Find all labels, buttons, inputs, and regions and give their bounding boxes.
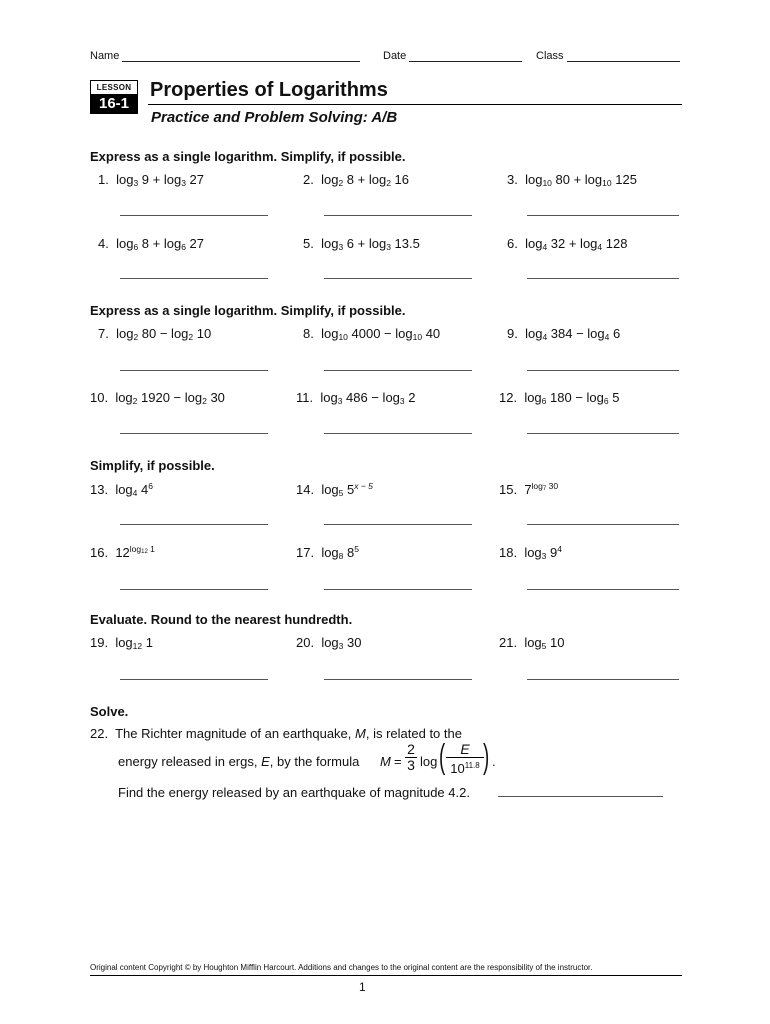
answer-line-3[interactable] (527, 215, 679, 216)
answer-line-17[interactable] (324, 589, 472, 590)
right-paren: ) (483, 738, 490, 776)
problem-16: 16. $12^{log12 1}$ (90, 544, 155, 560)
problem-5: 5. $\log_3 6 + \log_3 13.5$ (303, 236, 420, 252)
answer-line-11[interactable] (324, 433, 472, 434)
problem-1: 1. $\log_3 9 + \log_3 27$ (98, 172, 204, 188)
problem-11: 11. $\log_3 486 - \log_3 2$ (296, 390, 416, 406)
problem-10: 10. $\log_2 1920 - \log_2 30$ (90, 390, 225, 406)
footer-divider (90, 975, 682, 976)
problem-7: 7. $\log_2 80 - \log_2 10$ (98, 326, 212, 342)
page-number: 1 (359, 980, 366, 994)
richter-formula: M = 2 3 log ( E $10^{11.8}$ ) . (380, 738, 496, 776)
name-field[interactable] (90, 50, 360, 62)
answer-line-21[interactable] (527, 679, 679, 680)
name-label: Name (90, 50, 120, 62)
problem-21: 21. $\log_5 10$ (499, 635, 565, 651)
lesson-tag: LESSON (90, 80, 138, 95)
answer-line-14[interactable] (324, 524, 472, 525)
answer-line-4[interactable] (120, 278, 268, 279)
copyright-notice: Original content Copyright © by Houghton Mifflin Harcourt. Additions and changes to the original content are the responsibility of the instructor. (90, 963, 593, 972)
class-blank[interactable] (567, 50, 680, 62)
answer-line-16[interactable] (120, 589, 268, 590)
fraction-two-thirds: 2 3 (405, 742, 417, 773)
answer-line-22[interactable] (498, 796, 663, 797)
page-subtitle: Practice and Problem Solving: A/B (151, 109, 398, 126)
answer-line-12[interactable] (527, 433, 679, 434)
problem-6: 6. $\log_4 32 + \log_4 128$ (507, 236, 628, 252)
answer-line-15[interactable] (527, 524, 679, 525)
problem-17: 17. $\log_8 8^5$ (296, 544, 359, 561)
answer-line-6[interactable] (527, 278, 679, 279)
problem-14: 14. $\log_5 5^{x - 5}$ (296, 481, 373, 498)
page-title: Properties of Logarithms (150, 79, 388, 101)
problem-4: 4. $\log_6 8 + \log_6 27$ (98, 236, 204, 252)
name-blank[interactable] (122, 50, 360, 62)
answer-line-18[interactable] (527, 589, 679, 590)
problem-22-line-2: energy released in ergs, E, by the formula (118, 754, 360, 769)
section-heading-5: Solve. (90, 704, 129, 719)
answer-line-20[interactable] (324, 679, 472, 680)
lesson-number: 16-1 (90, 94, 138, 114)
date-label: Date (383, 50, 407, 62)
lesson-badge (90, 80, 138, 114)
problem-22-line-3: Find the energy released by an earthquake of magnitude 4.2. (118, 785, 470, 800)
problem-20: 20. $\log_3 30$ (296, 635, 362, 651)
problem-9: 9. $\log_4 384 - \log_4 6$ (507, 326, 621, 342)
section-heading-4: Evaluate. Round to the nearest hundredth. (90, 612, 353, 627)
answer-line-13[interactable] (120, 524, 268, 525)
fraction-energy: E $10^{11.8}$ (446, 742, 484, 777)
class-label: Class (536, 50, 564, 62)
problem-15: 15. $7^{log7 30}$ (499, 481, 559, 497)
problem-3: 3. $\log_{10} 80 + \log_{10} 125$ (507, 172, 637, 188)
answer-line-2[interactable] (324, 215, 472, 216)
date-field[interactable] (383, 50, 522, 62)
date-blank[interactable] (409, 50, 522, 62)
section-heading-2: Express as a single logarithm. Simplify, if possible. (90, 303, 406, 318)
answer-line-1[interactable] (120, 215, 268, 216)
answer-line-7[interactable] (120, 370, 268, 371)
answer-line-5[interactable] (324, 278, 472, 279)
problem-8: 8. $\log_{10} 4000 - \log_{10} 40$ (303, 326, 441, 342)
answer-line-9[interactable] (527, 370, 679, 371)
problem-12: 12. $\log_6 180 - \log_6 5$ (499, 390, 620, 406)
answer-line-8[interactable] (324, 370, 472, 371)
answer-line-19[interactable] (120, 679, 268, 680)
problem-2: 2. $\log_2 8 + \log_2 16$ (303, 172, 409, 188)
section-heading-1: Express as a single logarithm. Simplify, if possible. (90, 149, 406, 164)
left-paren: ( (439, 738, 446, 776)
class-field[interactable] (536, 50, 680, 62)
problem-22-line-1: 22. The Richter magnitude of an earthquake, M, is related to the (90, 726, 462, 741)
title-divider (148, 104, 682, 105)
section-heading-3: Simplify, if possible. (90, 458, 215, 473)
answer-line-10[interactable] (120, 433, 268, 434)
problem-19: 19. $\log_{12} 1$ (90, 635, 153, 651)
problem-18: 18. $\log_3 9^4$ (499, 544, 562, 561)
problem-13: 13. $\log_4 4^6$ (90, 481, 153, 498)
